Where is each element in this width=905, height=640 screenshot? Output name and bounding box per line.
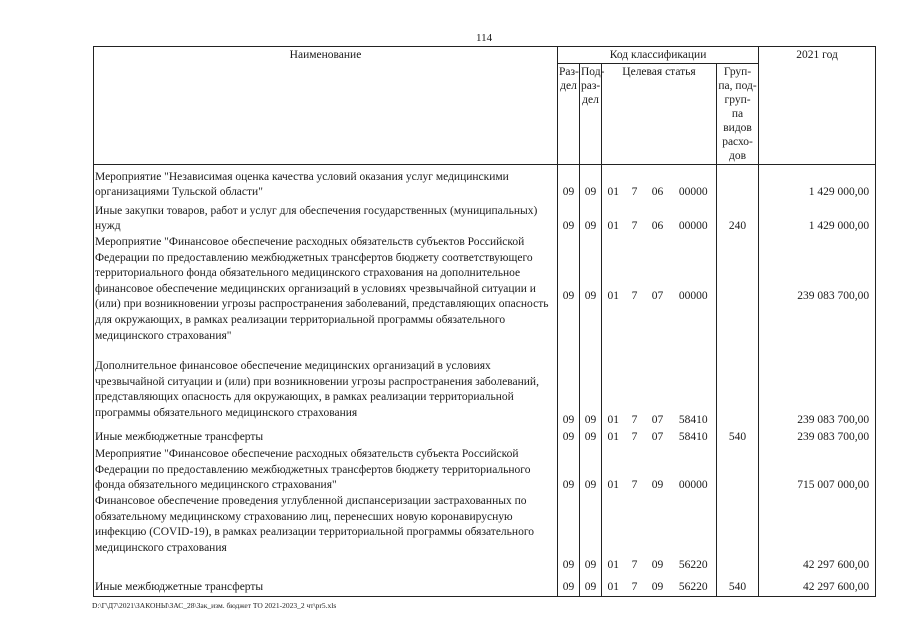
row-podrazdel: 09: [580, 165, 602, 202]
table-row: [94, 359, 876, 429]
row-cs-event: 09: [651, 559, 664, 572]
row-cs-direction: 56220: [671, 574, 717, 597]
row-sum: 239 083 700,00: [759, 359, 876, 429]
header-year: 2021 год: [759, 47, 876, 165]
row-sum: 42 297 600,00: [759, 494, 876, 574]
header-name: Наименование: [94, 47, 558, 165]
row-vid: [717, 165, 759, 202]
row-name: Финансовое обеспечение проведения углубленной диспансеризации застрахованных по обязательному медицинскому страхованию лиц, перенесших новую коронавирусную инфекцию (COVID-19), в рамках реализации территориальной программы обязательного медицинского страхования: [94, 494, 558, 574]
row-cs-event: 09: [651, 479, 664, 492]
row-name: Иные межбюджетные трансферты: [94, 574, 558, 597]
row-cs-program: 01: [602, 201, 625, 235]
row-sum: 715 007 000,00: [759, 446, 876, 494]
header-vid: Груп- па, под- груп- па видов расхо- дов: [717, 64, 759, 165]
table-row: [94, 235, 876, 359]
row-cs-program: 01: [602, 429, 625, 446]
row-cs-event: 06: [651, 220, 664, 233]
row-podrazdel: 09: [580, 235, 602, 359]
row-cs-type: 7: [631, 414, 638, 427]
table-row: [94, 446, 876, 494]
row-cs-direction: 58410: [671, 429, 717, 446]
row-sum: 1 429 000,00: [759, 201, 876, 235]
file-path-footer: D:\Г\Д7\2021\ЗАКОНЫ\ЗАС_28\Зак_изм. бюджет ТО 2021-2023_2 чт\pr5.xls: [92, 601, 337, 610]
row-cs-type: 7: [631, 431, 638, 444]
row-name: Мероприятие "Финансовое обеспечение расходных обязательств субъекта Российской Федерации по предоставлению межбюджетных трансфертов бюджету территориального фонда обязательного медицинского страхования": [94, 446, 558, 494]
row-podrazdel: 09: [580, 446, 602, 494]
row-cs-direction: 00000: [671, 446, 717, 494]
row-razdel: 09: [558, 201, 580, 235]
row-razdel: 09: [558, 235, 580, 359]
row-podrazdel: 09: [580, 574, 602, 597]
row-podrazdel: 09: [580, 359, 602, 429]
row-vid: 240: [717, 201, 759, 235]
table-row: [94, 574, 876, 597]
row-sum: 42 297 600,00: [759, 574, 876, 597]
row-cs-event: 09: [645, 574, 671, 597]
row-razdel: 09: [558, 359, 580, 429]
row-vid: 540: [717, 574, 759, 597]
row-podrazdel: 09: [580, 494, 602, 574]
row-cs-program: 01: [602, 446, 625, 494]
row-cs-program: 01: [602, 235, 625, 359]
row-cs-direction: 56220: [671, 494, 717, 574]
table-row: [94, 165, 876, 202]
header-target: Целевая статья: [602, 64, 717, 165]
row-vid: [717, 494, 759, 574]
row-name: Мероприятие "Независимая оценка качества условий оказания услуг медицинскими организациями Тульской области": [94, 165, 558, 202]
row-vid: [717, 446, 759, 494]
row-name: Иные закупки товаров, работ и услуг для обеспечения государственных (муниципальных) нужд: [94, 201, 558, 235]
row-name: Иные межбюджетные трансферты: [94, 429, 558, 446]
header-code-group: Код классификации: [558, 47, 759, 64]
row-sum: 239 083 700,00: [759, 235, 876, 359]
row-cs-event: 06: [651, 186, 664, 199]
table-row: [94, 201, 876, 235]
row-razdel: 09: [558, 494, 580, 574]
row-vid: [717, 359, 759, 429]
row-cs-event: 07: [651, 290, 664, 303]
row-razdel: 09: [558, 574, 580, 597]
row-sum: 1 429 000,00: [759, 165, 876, 202]
row-cs-event: 07: [651, 431, 664, 444]
row-sum: 239 083 700,00: [759, 429, 876, 446]
row-cs-direction: 58410: [671, 359, 717, 429]
row-cs-program: 01: [602, 494, 625, 574]
row-cs-program: 01: [602, 359, 625, 429]
row-cs-direction: 00000: [671, 201, 717, 235]
row-cs-type: 7: [631, 290, 638, 303]
row-razdel: 09: [558, 446, 580, 494]
budget-table: [93, 46, 876, 597]
table-row: [94, 429, 876, 446]
row-vid: 540: [717, 429, 759, 446]
row-cs-direction: 00000: [671, 235, 717, 359]
row-cs-type: 7: [631, 559, 638, 572]
header-razdel: Раз- дел: [558, 64, 580, 165]
row-razdel: 09: [558, 165, 580, 202]
row-vid: [717, 235, 759, 359]
row-podrazdel: 09: [580, 201, 602, 235]
row-cs-direction: 00000: [671, 165, 717, 202]
row-cs-program: 01: [602, 574, 625, 597]
row-name: Мероприятие "Финансовое обеспечение расходных обязательств субъектов Российской Федерации по предоставлению межбюджетных трансфертов бюджету соответствующего территориального фонда обязательного медицинского страхования на дополнительное финансовое обеспечение медицинских организаций в условиях чрезвычайной ситуации и (или) при возникновении угрозы распространения заболеваний, представляющих опасность для окружающих, в рамках реализации территориальной программы обязательного медицинского страхования": [94, 235, 558, 359]
row-cs-event: 07: [651, 414, 664, 427]
row-cs-type: 7: [631, 186, 638, 199]
row-cs-type: 7: [631, 479, 638, 492]
row-razdel: 09: [558, 429, 580, 446]
page-number: 114: [476, 32, 493, 44]
table-row: [94, 494, 876, 574]
row-cs-program: 01: [602, 165, 625, 202]
row-name: Дополнительное финансовое обеспечение медицинских организаций в условиях чрезвычайной ситуации и (или) при возникновении угрозы распространения заболеваний, представляющих опасность для окружающих, в рамках реализации территориальной программы обязательного медицинского страхования: [94, 359, 558, 429]
header-podrazdel: Под- раз- дел: [580, 64, 602, 165]
row-cs-type: 7: [625, 574, 645, 597]
row-podrazdel: 09: [580, 429, 602, 446]
row-cs-type: 7: [631, 220, 638, 233]
